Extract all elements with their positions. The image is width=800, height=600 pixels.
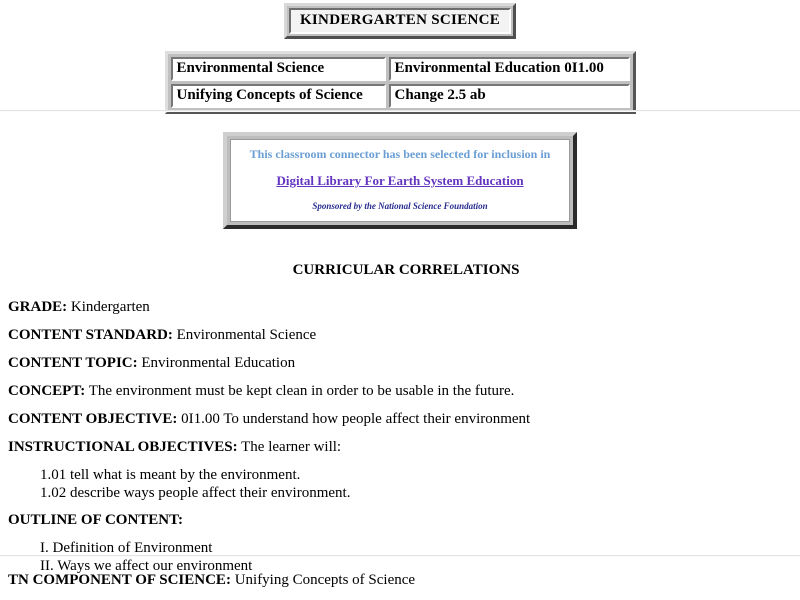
table-cell-topic: Environmental Education 0I1.00 [389, 57, 630, 81]
table-row [171, 84, 630, 108]
field-instructional-objectives-value: The learner will: [237, 439, 342, 455]
page-title: KINDERGARTEN SCIENCE [299, 12, 501, 28]
list-item: 1.02 describe ways people affect their environment. [40, 485, 351, 501]
field-outline-of-content [8, 511, 792, 530]
field-grade [8, 298, 792, 317]
connector-headline: This classroom connector has been selected for inclusion in [249, 147, 551, 161]
field-content-topic-value: Environmental Education [137, 355, 296, 371]
dlese-link[interactable]: Digital Library For Earth System Education [276, 173, 524, 188]
table-cell-component: Unifying Concepts of Science [171, 84, 386, 108]
field-grade-label: GRADE: [8, 299, 68, 315]
field-concept-value: The environment must be kept clean in order to be usable in the future. [85, 383, 515, 399]
curricular-correlations-section [0, 261, 800, 575]
field-instructional-objectives [8, 438, 792, 457]
divider-top [0, 110, 800, 112]
standards-table [165, 51, 636, 114]
connector-box-container [0, 132, 800, 229]
list-item: I. Definition of Environment [40, 540, 213, 556]
field-content-objective-label: CONTENT OBJECTIVE: [8, 411, 178, 427]
field-content-standard-value: Environmental Science [172, 327, 317, 343]
field-content-topic [8, 354, 792, 373]
field-grade-value: Kindergarten [67, 299, 150, 315]
connector-sponsor: Sponsored by the National Science Foundation [312, 201, 488, 211]
connector-bevel-inner [230, 139, 570, 222]
field-concept-label: CONCEPT: [8, 383, 86, 399]
title-bevel-inner [289, 8, 511, 34]
title-bevel-outer [284, 3, 516, 39]
table-cell-standard: Environmental Science [171, 57, 386, 81]
field-tn-component [8, 571, 415, 590]
list-item: II. Ways we affect our environment [40, 558, 253, 574]
standards-table-container [0, 51, 800, 114]
field-tn-component-label: TN COMPONENT OF SCIENCE: [8, 572, 231, 588]
field-concept [8, 382, 792, 401]
field-content-standard-label: CONTENT STANDARD: [8, 327, 173, 343]
field-content-objective-value: 0I1.00 To understand how people affect their environment [177, 411, 531, 427]
page-title-banner [0, 0, 800, 39]
outline-list [8, 539, 792, 575]
section-heading: CURRICULAR CORRELATIONS [292, 262, 520, 278]
field-tn-component-value: Unifying Concepts of Science [230, 572, 416, 588]
table-row [171, 57, 630, 81]
field-content-topic-label: CONTENT TOPIC: [8, 355, 138, 371]
divider-bottom [0, 555, 800, 557]
instructional-objectives-list [8, 466, 792, 502]
field-instructional-objectives-label: INSTRUCTIONAL OBJECTIVES: [8, 439, 238, 455]
field-content-standard [8, 326, 792, 345]
field-content-objective [8, 410, 792, 429]
connector-bevel-outer [223, 132, 577, 229]
field-outline-label: OUTLINE OF CONTENT: [8, 512, 184, 528]
list-item: 1.01 tell what is meant by the environment. [40, 467, 301, 483]
table-cell-change: Change 2.5 ab [389, 84, 630, 108]
